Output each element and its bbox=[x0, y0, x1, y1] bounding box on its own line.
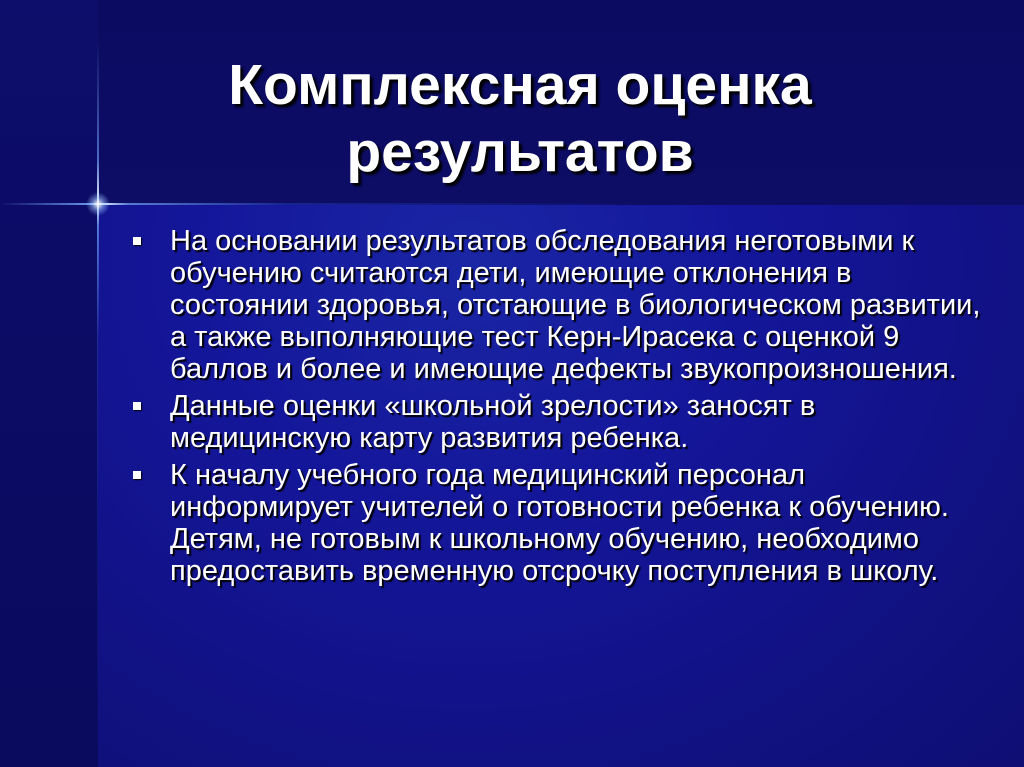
bullet-list bbox=[130, 225, 990, 592]
bullet-text: Данные оценки «школьной зрелости» заносят в медицинскую карту развития ребенка. bbox=[170, 390, 816, 454]
square-bullet-icon bbox=[133, 237, 141, 245]
slide-title-line-1: Комплексная оценка bbox=[228, 53, 812, 117]
square-bullet-icon bbox=[133, 402, 141, 410]
bullet-item bbox=[130, 459, 990, 587]
bullet-item bbox=[130, 390, 990, 454]
bullet-text: На основании результатов обследования неготовыми к обучению считаются дети, имеющие отклонения в состоянии здоровья, отстающие в биологическом развитии, а также выполняющие тест Керн-Ирасека с оценкой 9 баллов и более и имеющие дефекты звукопроизношения. bbox=[170, 225, 981, 385]
square-bullet-icon bbox=[133, 471, 141, 479]
sparkle-star-icon bbox=[86, 192, 110, 216]
bullet-item bbox=[130, 225, 990, 385]
slide-title-line-2: результатов bbox=[346, 120, 694, 184]
left-panel bbox=[0, 0, 98, 767]
sparkle-line-vertical bbox=[97, 40, 99, 340]
bullet-text: К началу учебного года медицинский персонал информирует учителей о готовности ребенка к обучению. Детям, не готовым к школьному обучению, необходимо предоставить временную отсрочку поступления в школу. bbox=[170, 459, 949, 587]
slide-title bbox=[120, 52, 920, 186]
